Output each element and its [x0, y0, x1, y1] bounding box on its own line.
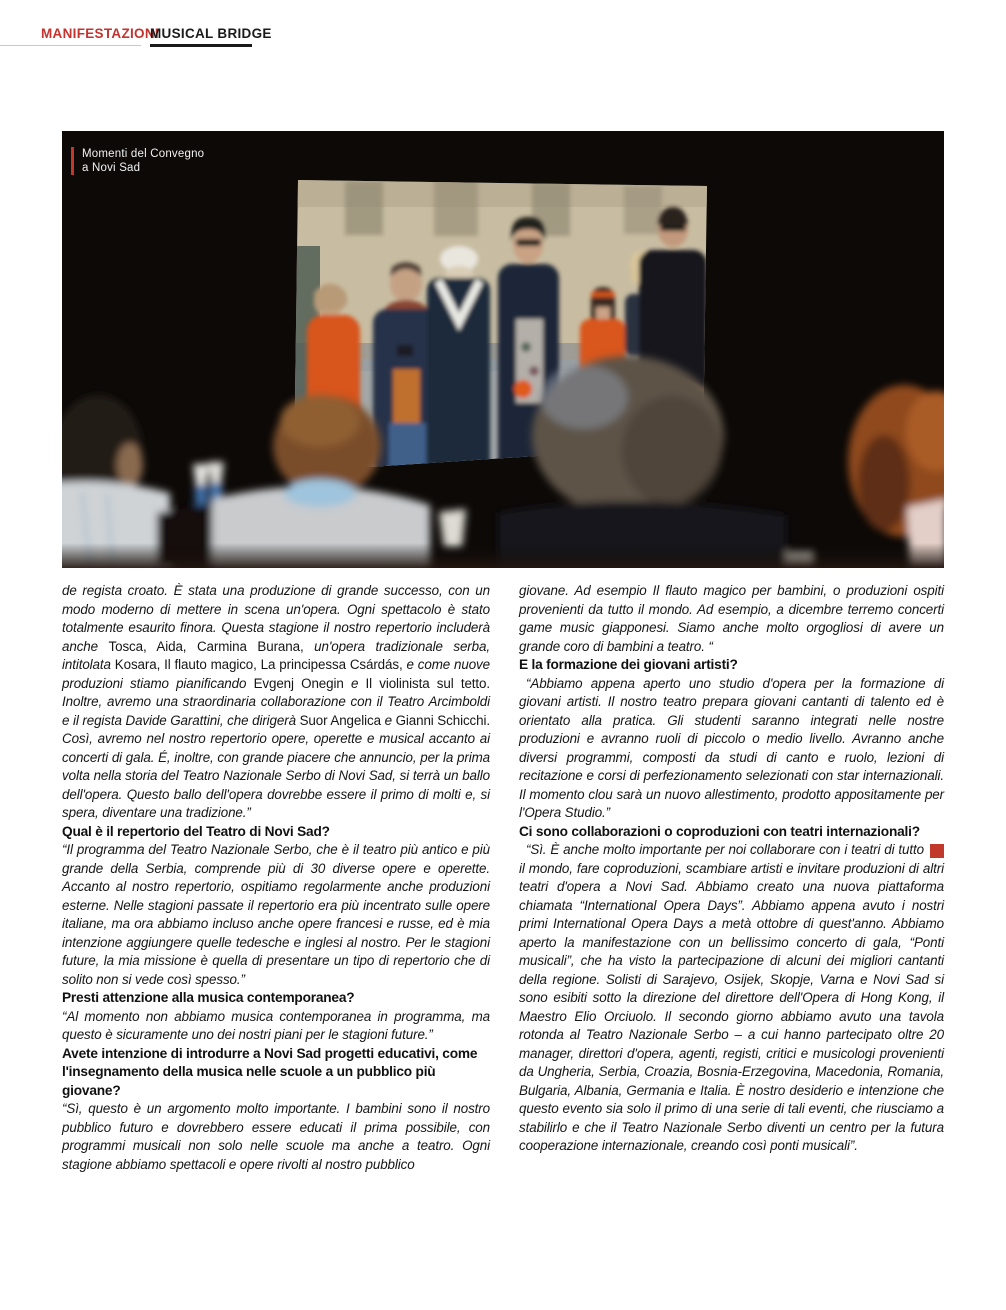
paragraph: [519, 582, 944, 656]
page-title: MUSICAL BRIDGE: [150, 26, 272, 41]
caption-red-bar-icon: [71, 147, 74, 175]
text-run: Il violinista sul tetto.: [365, 675, 491, 691]
conference-photo: [62, 131, 944, 568]
floor-glow: [62, 543, 944, 568]
text-run: de regista croato. È stata una produzione di grande successo, con un modo moderno di mettere in scena un'opera. Ogni spettacolo è stato totalmente esaurito finora. Questa stagione il nostro repertorio includerà anche: [62, 583, 490, 654]
text-run: e: [343, 675, 366, 691]
end-mark-icon: [930, 844, 944, 858]
text-run: e come nuove produzioni stiamo pianificando: [62, 657, 490, 691]
question-heading: E la formazione dei giovani artisti?: [519, 657, 738, 672]
paragraph: [62, 582, 490, 823]
text-run: “Sì. È anche molto importante per noi collaborare con i teatri di tutto il mondo, fare coproduzioni, scambiare artisti e invitare produzioni di altri teatri d'opera a Novi Sad. Abbiamo creato una nuova piattaforma chiamata “International Opera Days”. Abbiamo appena avuto i nostri primi International Opera Days a metà ottobre di quest'anno. Abbiamo aperto la manifestazione con un bellissimo concerto di gala, “Ponti musicali”, che ha visto la partecipazione di alcuni dei migliori cantanti della regione. Solisti di Sarajevo, Osijek, Skopje, Varna e Novi Sad si sono esibiti sotto la direzione del direttore dell'Opera di Hong Kong, il Maestro Elio Orciuolo. Il secondo giorno abbiamo avuto una tavola rotonda al Teatro Nazionale Serbo – a cui hanno partecipato oltre 20 manager, direttori d'opera, agenti, registi, critici e musicologi provenienti da Ungheria, Serbia, Croazia, Bosnia-Erzegovina, Macedonia, Romania, Bulgaria, Albania, Germania e Italia. È nostro desiderio e intenzione che questo evento sia solo il primo di una serie di tali eventi, che riusciamo a stabilirlo e che il Teatro Nazionale Serbo diventi un centro per la futura cooperazione internazionale, creando così ponti musicali”.: [519, 842, 944, 1153]
text-run: e: [384, 712, 396, 728]
text-run: “Sì, questo è un argomento molto importante. I bambini sono il nostro pubblico futuro e dovrebbero essere educati il prima possibile, con programmi musicali non solo nelle scuole ma anche a teatro. Ogni stagione abbiamo spettacoli e opere rivolti al nostro pubblico: [62, 1101, 490, 1172]
text-run: Kosara, Il flauto magico, La principessa Csárdás,: [114, 657, 403, 672]
article-body: [62, 582, 944, 1174]
caption-line-2: a Novi Sad: [82, 162, 141, 174]
article-column-left: [62, 582, 490, 1174]
paragraph: [62, 1100, 490, 1174]
text-run: Così, avremo nel nostro repertorio opere, operette e musical accanto ai concerti di gala. É, inoltre, con grande piacere che annuncio, per la prima volta nella storia del Teatro Nazionale Serbo di Novi Sad, si terrà un ballo dell'opera. Questo ballo dell'opera dovrebbe essere il primo di molti e, si spera, diventare una tradizione.”: [62, 731, 490, 820]
paragraph: [62, 841, 490, 989]
text-run: Tosca, Aida, Carmina Burana,: [108, 638, 304, 654]
text-run: Inoltre, avremo una straordinaria collaborazione con il Teatro Arcimboldi e il regista Davide Garattini, che dirigerà: [62, 694, 490, 728]
text-run: “Il programma del Teatro Nazionale Serbo, che è il teatro più antico e più grande della Serbia, comprende più di 30 diverse opere e operette. Accanto al nostro repertorio, ospitiamo regolarmente anche produzioni esterne. Nelle stagioni passate il repertorio era più incentrato sulle opere italiane, ma ora abbiamo incluso anche opere francesi e russe, ed è mia intenzione aggiungere quelle tedesche e inglesi al nostro. Per le stagioni future, la mia missione è quella di presentare un tipo di repertorio che di solito non si vede così spesso.”: [62, 842, 490, 987]
text-run: Gianni Schicchi.: [395, 712, 490, 728]
photo-caption: [71, 147, 204, 175]
paragraph: [62, 1008, 490, 1045]
paragraph: [519, 841, 944, 1156]
text-run: Suor Angelica: [299, 712, 385, 728]
section-kicker: MANIFESTAZIONI: [41, 26, 159, 41]
text-run: un'opera tradizionale serba, intitolata: [62, 638, 490, 672]
question-heading: Qual è il repertorio del Teatro di Novi Sad?: [62, 823, 330, 839]
title-underline: [150, 44, 252, 47]
text-run: “Abbiamo appena aperto uno studio d'opera per la formazione di giovani artisti. Il nostro teatro prepara giovani cantanti di talento ed è orientato alla pratica. Gli studenti saranno integrati nelle nostre produzioni e avranno ruoli di piccolo o medio livello. Avranno anche diversi programmi, composti da studi di canto e ruolo, lezioni di recitazione e corsi di perfezionamento selezionati con star internazionali. Il momento clou sarà un nuovo allestimento, prodotto appositamente per l'Opera Studio.”: [519, 675, 944, 820]
page-header: [0, 26, 1006, 52]
kicker-underline: [0, 45, 141, 46]
text-run: Evgenj Onegin: [253, 675, 344, 691]
photo-illustration: [62, 131, 944, 568]
article-column-right: [519, 582, 944, 1174]
question-heading: Avete intenzione di introdurre a Novi Sad progetti educativi, come l'insegnamento della musica nelle scuole a un pubblico più giovane?: [62, 1045, 478, 1098]
paragraph: [519, 675, 944, 823]
question-heading: Presti attenzione alla musica contemporanea?: [62, 990, 355, 1005]
text-run: giovane. Ad esempio Il flauto magico per bambini, o produzioni ospiti provenienti da tutto il mondo. Ad esempio, a dicembre terremo concerti game music giapponesi. Siamo anche molto orgogliosi di avere un grande coro di bambini a teatro. “: [519, 583, 944, 654]
text-run: “Al momento non abbiamo musica contemporanea in programma, ma questo è sicuramente uno dei nostri piani per le stagioni future.”: [62, 1008, 490, 1042]
question-heading: Ci sono collaborazioni o coproduzioni con teatri internazionali?: [519, 823, 920, 839]
caption-line-1: Momenti del Convegno: [82, 148, 205, 160]
